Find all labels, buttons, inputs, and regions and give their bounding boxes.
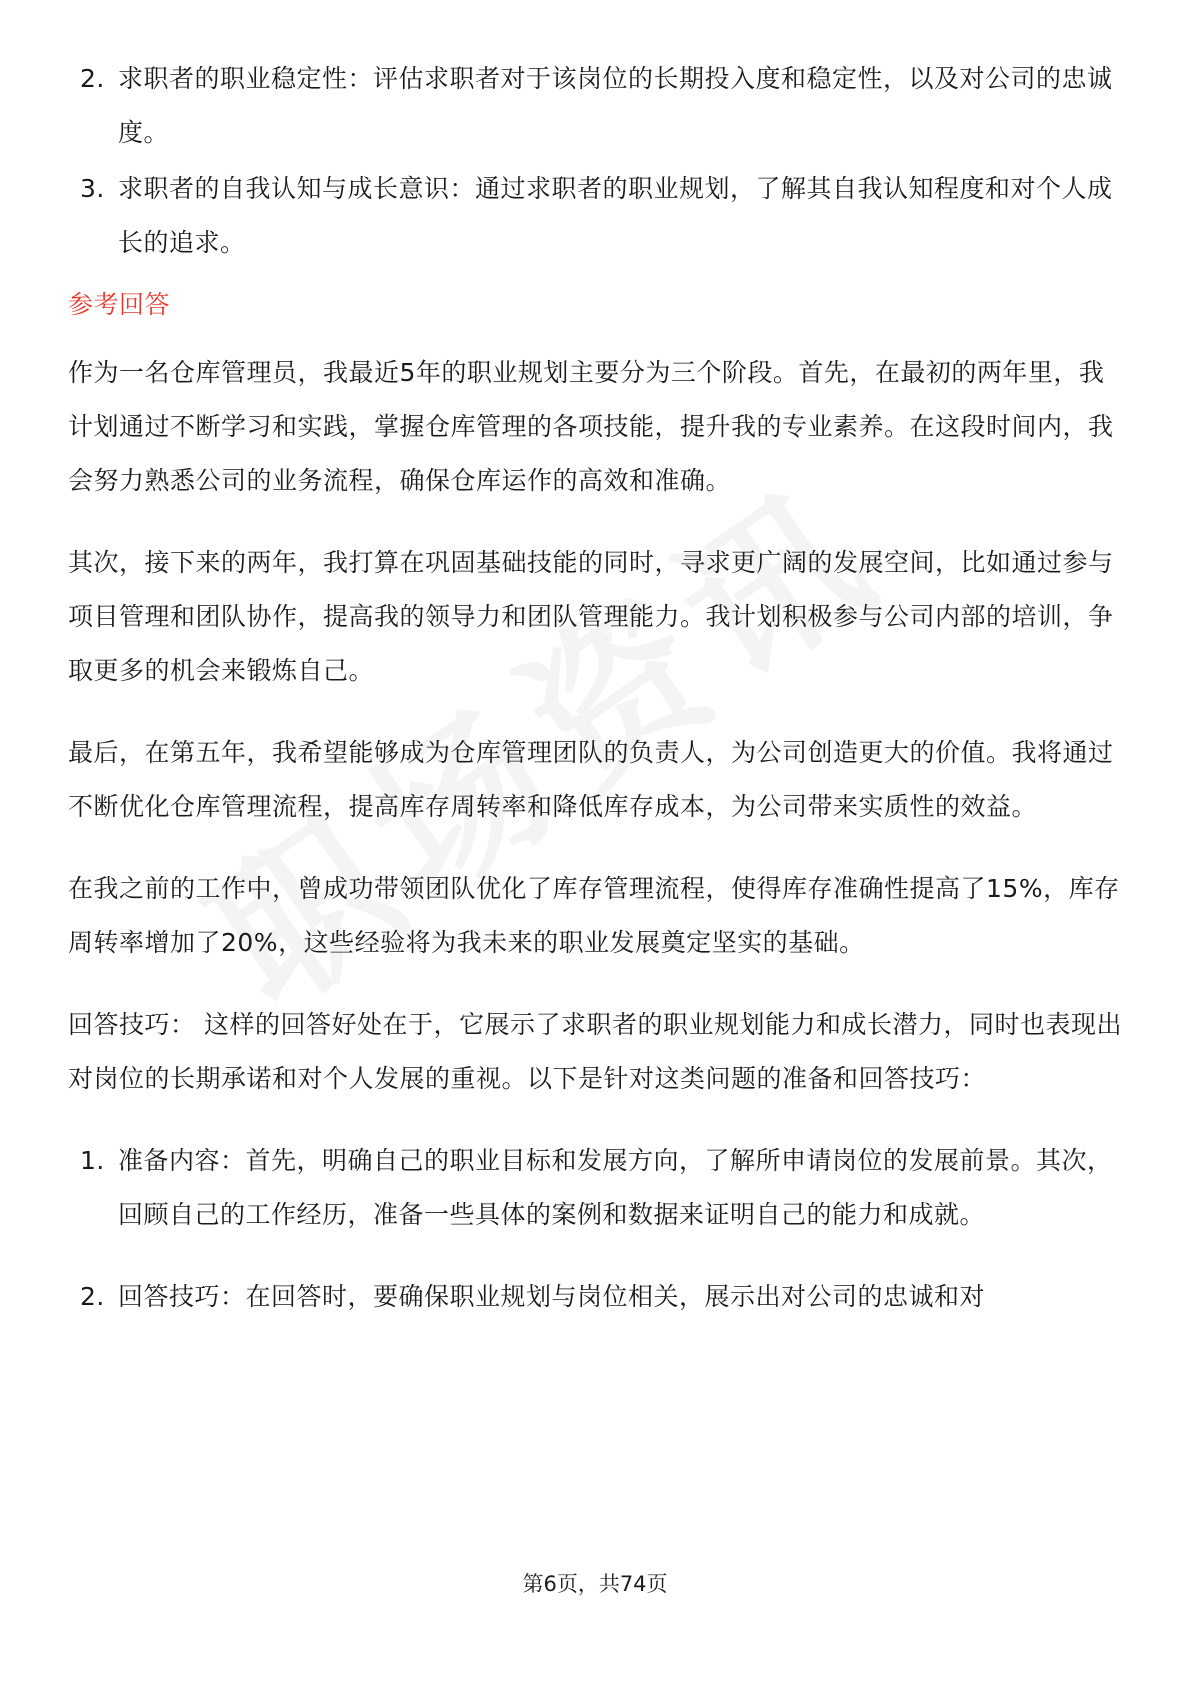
paragraph: 最后，在第五年，我希望能够成为仓库管理团队的负责人，为公司创造更大的价值。我将通过不断优化仓库管理流程，提高库存周转率和降低库存成本，为公司带来实质性的效益。 — [68, 738, 1114, 821]
list-item — [68, 52, 1126, 160]
paragraph: 其次，接下来的两年，我打算在巩固基础技能的同时，寻求更广阔的发展空间，比如通过参与项目管理和团队协作，提高我的领导力和团队管理能力。我计划积极参与公司内部的培训，争取更多的机会来锻炼自己。 — [68, 548, 1114, 685]
list-item — [68, 1134, 1126, 1242]
list-item-number: 2. — [80, 64, 105, 93]
list-item-text: 求职者的自我认知与成长意识：通过求职者的职业规划，了解其自我认知程度和对个人成长的追求。 — [118, 174, 1113, 257]
paragraph: 在我之前的工作中，曾成功带领团队优化了库存管理流程，使得库存准确性提高了15%，库存周转率增加了20%，这些经验将为我未来的职业发展奠定坚实的基础。 — [68, 874, 1120, 957]
list-item-text: 准备内容：首先，明确自己的职业目标和发展方向，了解所申请岗位的发展前景。其次，回顾自己的工作经历，准备一些具体的案例和数据来证明自己的能力和成就。 — [118, 1146, 1113, 1229]
list-item-number: 2. — [80, 1282, 105, 1311]
list-item-number: 3. — [80, 174, 105, 203]
criteria-list — [68, 52, 1126, 270]
page-footer: 第6页，共74页 — [522, 1572, 668, 1596]
list-item-text: 求职者的职业稳定性：评估求职者对于该岗位的长期投入度和稳定性，以及对公司的忠诚度。 — [118, 64, 1113, 147]
section-heading: 参考回答 — [68, 290, 171, 319]
page-content — [68, 52, 1126, 1352]
list-item — [68, 162, 1126, 270]
list-item-text: 回答技巧：在回答时，要确保职业规划与岗位相关，展示出对公司的忠诚和对 — [118, 1282, 986, 1311]
paragraph: 回答技巧： 这样的回答好处在于，它展示了求职者的职业规划能力和成长潜力，同时也表现出对岗位的长期承诺和对个人发展的重视。以下是针对这类问题的准备和回答技巧： — [68, 1010, 1122, 1093]
paragraph: 作为一名仓库管理员，我最近5年的职业规划主要分为三个阶段。首先，在最初的两年里，我计划通过不断学习和实践，掌握仓库管理的各项技能，提升我的专业素养。在这段时间内，我会努力熟悉公司的业务流程，确保仓库运作的高效和准确。 — [68, 358, 1114, 495]
tips-list — [68, 1134, 1126, 1324]
list-item-number: 1. — [80, 1146, 105, 1175]
list-item — [68, 1270, 1126, 1324]
